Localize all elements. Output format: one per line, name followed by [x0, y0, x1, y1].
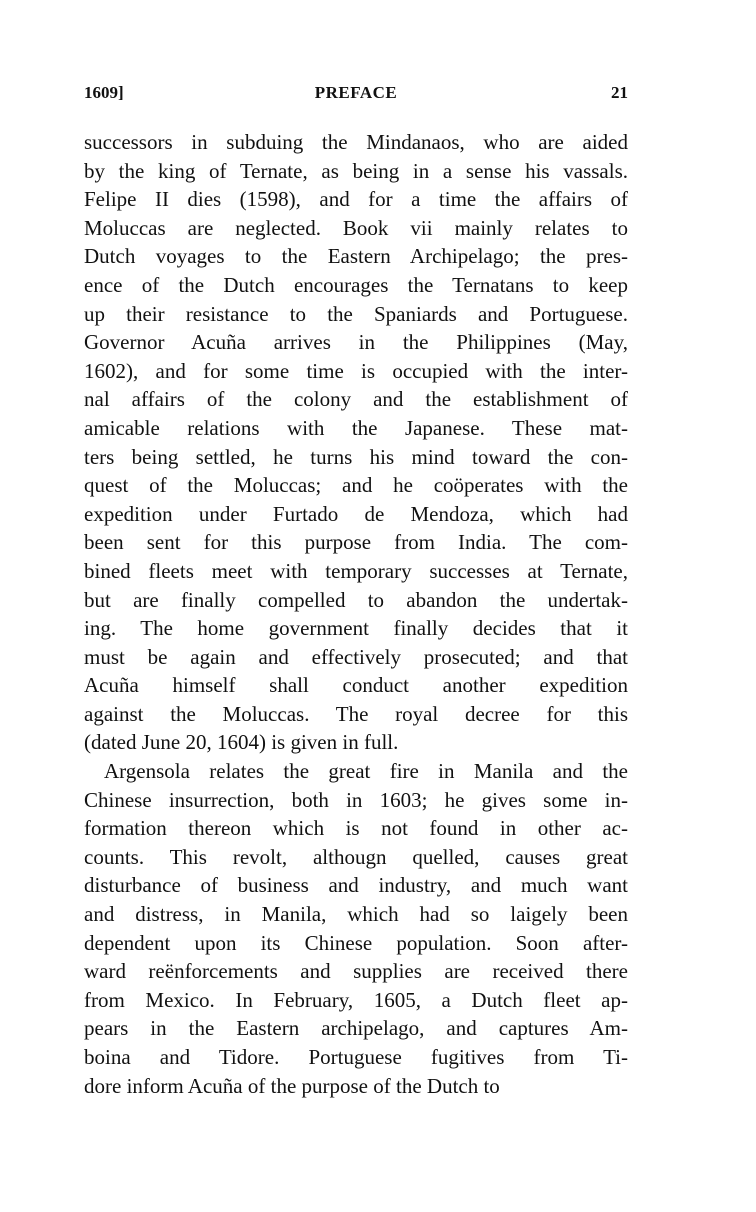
text-line: dore inform Acuña of the purpose of the Dutch to	[84, 1073, 500, 1098]
text-line: successors in subduing the Mindanaos, who are aided	[84, 130, 628, 154]
text-line: 1602), and for some time is occupied with the inter-	[84, 358, 628, 383]
text-line: must be again and effectively prosecuted; and that	[84, 644, 628, 669]
text-line: formation thereon which is not found in other ac-	[84, 816, 628, 841]
text-line: pears in the Eastern archipelago, and captures Am-	[84, 1016, 628, 1041]
text-line: bined fleets meet with temporary successes at Ternate,	[84, 558, 628, 583]
text-line: expedition under Furtado de Mendoza, which had	[84, 501, 628, 526]
body-text	[84, 128, 628, 1100]
page-number: 21	[611, 83, 628, 102]
text-line: Governor Acuña arrives in the Philippines (May,	[84, 330, 628, 355]
text-line: Acuña himself shall conduct another expedition	[84, 673, 628, 698]
text-line: from Mexico. In February, 1605, a Dutch fleet ap-	[84, 987, 628, 1012]
text-line: counts. This revolt, althougn quelled, causes great	[84, 844, 628, 869]
text-line: against the Moluccas. The royal decree for this	[84, 701, 628, 726]
text-line: but are finally compelled to abandon the undertak-	[84, 587, 628, 612]
text-line: boina and Tidore. Portuguese fugitives from Ti-	[84, 1045, 628, 1069]
text-line: Felipe II dies (1598), and for a time the affairs of	[84, 187, 628, 212]
text-line: and distress, in Manila, which had so laigely been	[84, 902, 628, 927]
header-year: 1609]	[84, 83, 124, 102]
text-line: Dutch voyages to the Eastern Archipelago; the pres-	[84, 244, 628, 269]
text-line: disturbance of business and industry, and much want	[84, 873, 628, 898]
text-line: ence of the Dutch encourages the Ternatans to keep	[84, 272, 628, 297]
text-line: ters being settled, he turns his mind toward the con-	[84, 444, 628, 469]
running-header	[84, 83, 628, 109]
text-line: ing. The home government finally decides that it	[84, 616, 628, 641]
paragraph	[84, 757, 628, 1100]
text-line: up their resistance to the Spaniards and Portuguese.	[84, 301, 628, 326]
text-line: Moluccas are neglected. Book vii mainly relates to	[84, 215, 628, 240]
text-line: Argensola relates the great fire in Manila and the	[104, 759, 628, 784]
header-title: PREFACE	[314, 83, 398, 102]
text-line: nal affairs of the colony and the establishment of	[84, 387, 628, 412]
text-line: been sent for this purpose from India. The com-	[84, 530, 628, 555]
text-line: Chinese insurrection, both in 1603; he gives some in-	[84, 787, 628, 812]
text-line: ward reënforcements and supplies are received there	[84, 959, 628, 984]
text-line: by the king of Ternate, as being in a sense his vassals.	[84, 158, 628, 183]
paragraph	[84, 128, 628, 757]
text-line: amicable relations with the Japanese. These mat-	[84, 415, 628, 440]
text-line: (dated June 20, 1604) is given in full.	[84, 730, 399, 755]
text-line: quest of the Moluccas; and he coöperates with the	[84, 473, 628, 498]
text-line: dependent upon its Chinese population. Soon after-	[84, 930, 628, 955]
